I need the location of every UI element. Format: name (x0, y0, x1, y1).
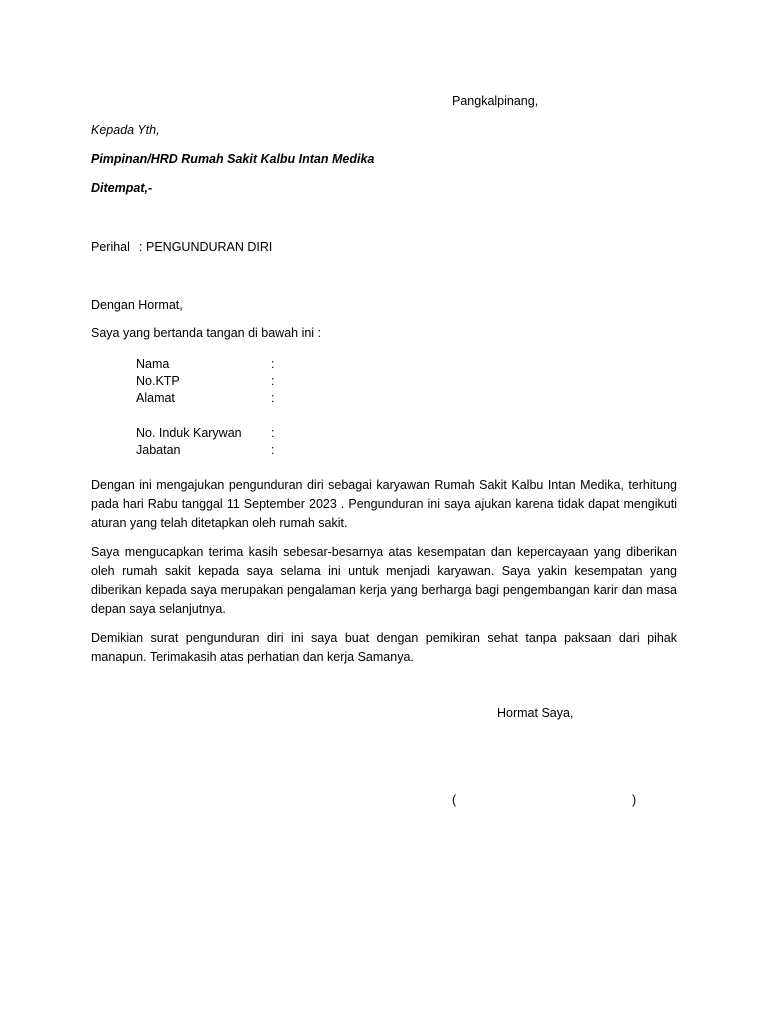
field-colon: : (271, 357, 275, 371)
subject-value: PENGUNDURAN DIRI (146, 240, 273, 254)
recipient-prefix: Kepada Yth, (91, 123, 160, 137)
place-date: Pangkalpinang, (452, 94, 539, 108)
field-colon: : (271, 426, 275, 440)
subject-separator: : (139, 240, 143, 254)
body-paragraph-2: Saya mengucapkan terima kasih sebesar-besarnya atas kesempatan dan kepercayaan yang diberikan oleh rumah sakit kepada saya selama ini untuk menjadi karyawan. Saya yakin kesempatan yang diberikan kepada saya merupakan pengalaman kerja yang berharga bagi pengembangan karir dan masa depan saya selanjutnya. (91, 545, 677, 616)
signature-open-paren: ( (452, 793, 457, 807)
recipient-name: Pimpinan/HRD Rumah Sakit Kalbu Intan Medika (91, 152, 375, 166)
field-label: Jabatan (136, 443, 181, 457)
field-label: No. Induk Karywan (136, 426, 242, 440)
subject-label: Perihal (91, 240, 130, 254)
field-label: Nama (136, 357, 170, 371)
salutation: Dengan Hormat, (91, 298, 183, 312)
field-colon: : (271, 443, 275, 457)
intro-line: Saya yang bertanda tangan di bawah ini : (91, 326, 322, 340)
field-colon: : (271, 391, 275, 405)
field-label: No.KTP (136, 374, 180, 388)
recipient-location: Ditempat,- (91, 181, 153, 195)
body-paragraph-3: Demikian surat pengunduran diri ini saya buat dengan pemikiran sehat tanpa paksaan dari pihak manapun. Terimakasih atas perhatian dan kerja Samanya. (91, 631, 677, 664)
field-label: Alamat (136, 391, 175, 405)
body-paragraph-1: Dengan ini mengajukan pengunduran diri sebagai karyawan Rumah Sakit Kalbu Intan Medika, terhitung pada hari Rabu tanggal 11 September 2023 . Pengunduran ini saya ajukan karena tidak dapat mengikuti aturan yang telah ditetapkan oleh rumah sakit. (91, 478, 677, 530)
signature-close-paren: ) (632, 793, 637, 807)
closing-regards: Hormat Saya, (497, 706, 574, 720)
field-colon: : (271, 374, 275, 388)
